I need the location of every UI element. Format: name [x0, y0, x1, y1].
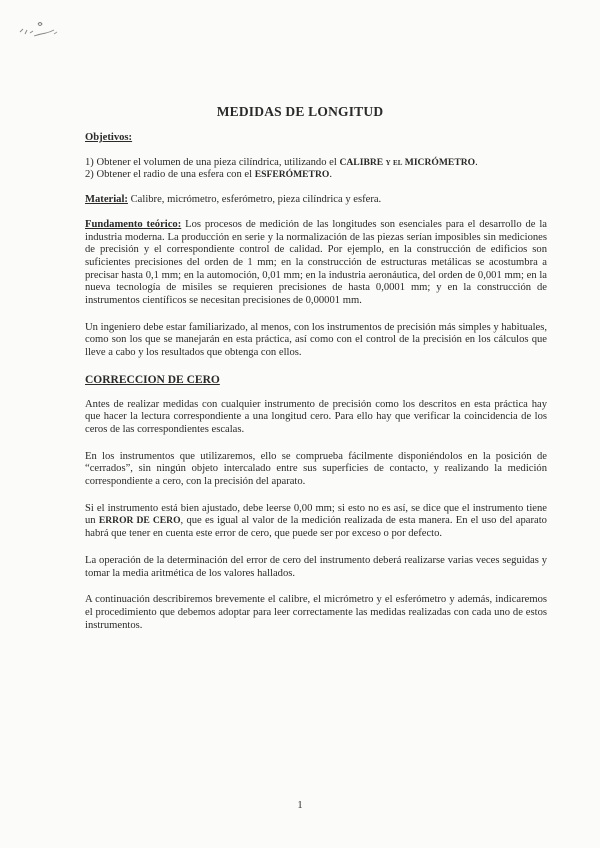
p3-suffix: , que es igual al valor de la medición realizada de esta manera. En el uso del aparato habrá que tener en cuenta este error de cero, que puede ser por exceso o por defecto.: [85, 515, 547, 540]
correccion-paragraph-5: A continuación describiremos brevemente el calibre, el micrómetro y el esferómetro y además, indicaremos el procedimiento que debemos adoptar para leer correctamente las medidas realizadas con cada uno de estos instrumentos.: [85, 594, 547, 631]
document-body: [85, 132, 547, 632]
micrometro-term: MICRÓMETRO: [404, 156, 476, 168]
objective-1-and: y el: [383, 156, 405, 168]
objective-item-1: [85, 157, 547, 170]
objective-2-text: 2) Obtener el radio de una esfera con el: [85, 169, 255, 181]
objective-item-2: [85, 169, 547, 182]
correccion-heading: CORRECCION DE CERO: [85, 373, 220, 386]
fundamento-paragraph: [85, 219, 547, 308]
objective-1-text: 1) Obtener el volumen de una pieza cilíndrica, utilizando el: [85, 156, 340, 168]
material-text: Calibre, micrómetro, esferómetro, pieza cilíndrica y esfera.: [127, 194, 382, 206]
page-title: MEDIDAS DE LONGITUD: [216, 104, 384, 119]
esferometro-term: ESFERÓMETRO: [254, 169, 330, 181]
correccion-paragraph-1: Antes de realizar medidas con cualquier instrumento de precisión como los descritos en esta práctica hay que hacer la lectura correspondiente a una longitud cero. Para ello hay que verificar la coincidencia de los ceros de las correspondientes escalas.: [85, 398, 547, 435]
objectives-label: Objetivos:: [85, 132, 133, 143]
correccion-paragraph-2: En los instrumentos que utilizaremos, ello se comprueba fácilmente disponiéndolos en la posición de “cerrados”, sin ningún objeto intercalado entre sus superficies de contacto, y realizando la medición correspondiente a cero, con la precisión del aparato.: [85, 450, 547, 488]
error-de-cero-term: ERROR DE CERO: [98, 515, 181, 527]
objective-1-end: .: [475, 156, 478, 168]
correccion-paragraph-3: [85, 503, 547, 541]
objective-2-end: .: [329, 169, 333, 181]
p3-prefix: Si el instrumento está bien ajustado, debe leerse 0,00 mm; si esto no es así, se dice que el instrumento tiene un: [85, 502, 547, 527]
material-line: [85, 194, 547, 207]
material-label: Material:: [85, 194, 128, 206]
correccion-paragraph-4: La operación de la determinación del error de cero del instrumento deberá realizarse varias veces seguidas y tomar la media aritmética de los valores hallados.: [85, 554, 547, 579]
calibre-term: CALIBRE: [339, 156, 384, 168]
page-number: 1: [297, 800, 303, 811]
scan-mark-icon: [16, 14, 62, 40]
ingeniero-paragraph: Un ingeniero debe estar familiarizado, al menos, con los instrumentos de precisión más simples y habituales, como son los que se manejarán en esta práctica, así como con el control de la precisión en los cálculos que lleve a cabo y los resultados que obtenga con ellos.: [85, 321, 547, 359]
fundamento-text: Los procesos de medición de las longitudes son esenciales para el desarrollo de la industria moderna. La producción en serie y la normalización de las piezas serían imposibles sin mediciones de precisión y el correspondiente control de calidad. Por ejemplo, en la construcción de edificios son suficientes precisiones del orden de 1 mm; en la construcción de estructuras metálicas se acostumbra a precisar hasta 0,1 mm; en la automoción, 0,01 mm; en la industria aeronáutica, del orden de 0,001 mm; en la nueva tecnología de misiles se requieren precisiones de hasta 0,0001 mm; y en la construcción de instrumentos científicos se necesitan precisiones de 0,00001 mm.: [85, 218, 547, 307]
fundamento-label: Fundamento teórico:: [85, 218, 182, 230]
